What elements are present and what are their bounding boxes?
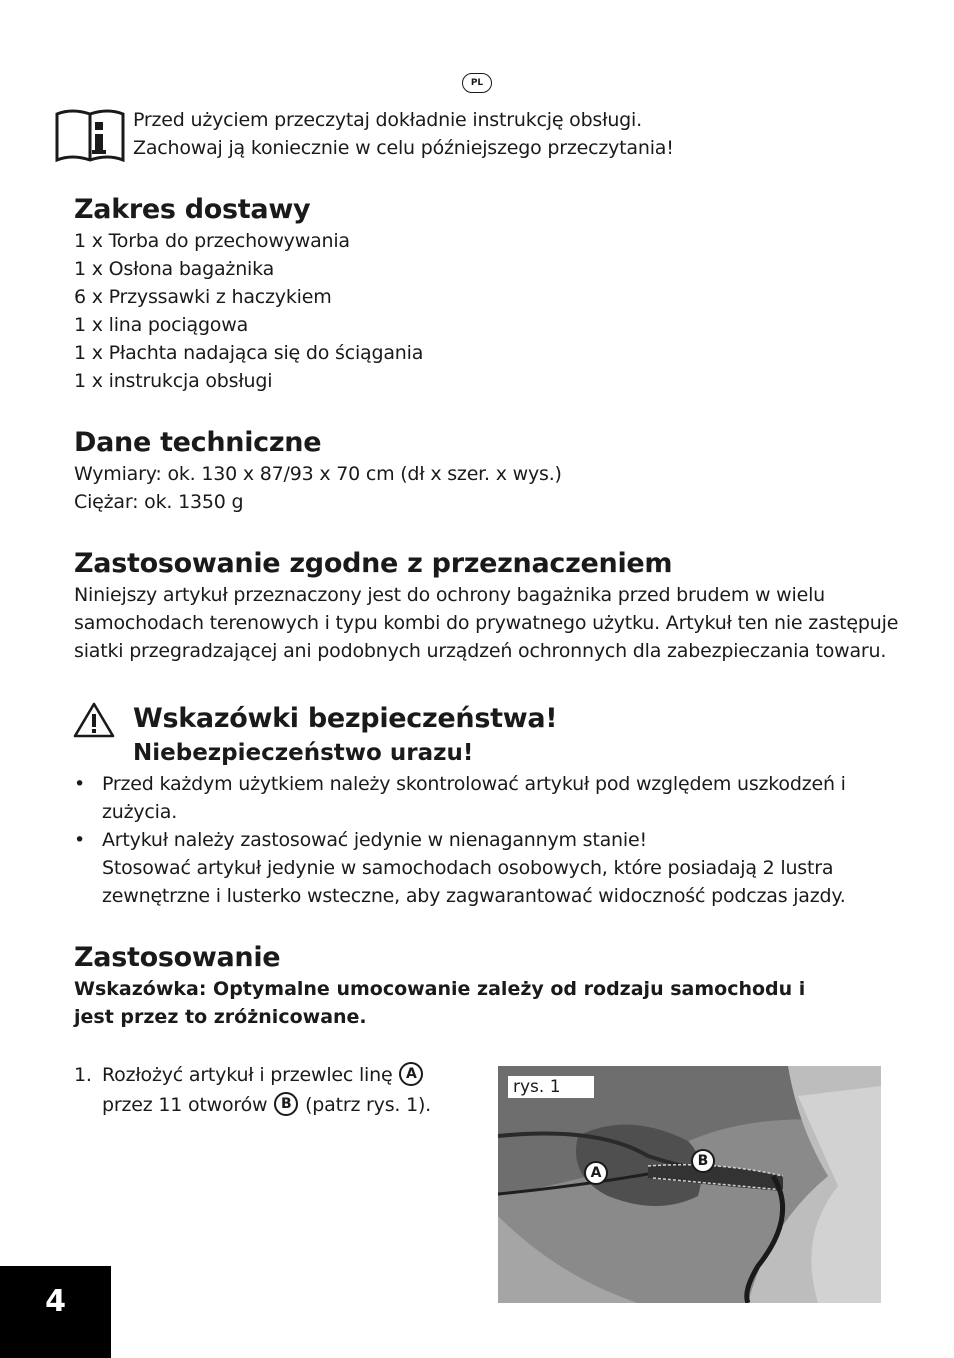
tech-dimensions: Wymiary: ok. 130 x 87/93 x 70 cm (dł x szer. x wys.) — [74, 463, 562, 485]
tech-weight: Ciężar: ok. 1350 g — [74, 491, 244, 513]
step-number: 1. — [74, 1064, 92, 1086]
safety-heading: Wskazówki bezpieczeństwa! — [133, 703, 558, 734]
delivery-item: 1 x Osłona bagażnika — [74, 258, 275, 280]
delivery-item: 1 x Torba do przechowywania — [74, 230, 350, 252]
step-text: (patrz rys. 1). — [305, 1094, 432, 1116]
safety-subheading: Niebezpieczeństwo urazu! — [133, 740, 474, 766]
delivery-item: 1 x Płachta nadająca się do ściągania — [74, 342, 424, 364]
delivery-heading: Zakres dostawy — [74, 194, 311, 225]
usage-note-line-2: jest przez to zróżnicowane. — [74, 1006, 367, 1028]
figure-marker-a-icon: A — [584, 1161, 608, 1185]
step-text: Rozłożyć artykuł i przewlec linę — [102, 1064, 393, 1086]
figure-photo — [498, 1066, 881, 1303]
intended-use-line: Niniejszy artykuł przeznaczony jest do ochrony bagażnika przed brudem w wielu — [74, 584, 825, 606]
warning-triangle-icon — [73, 702, 115, 738]
bullet-line: zużycia. — [102, 801, 178, 823]
intended-use-line: samochodach terenowych i typu kombi do prywatnego użytku. Artykuł ten nie zastępuje — [74, 612, 899, 634]
figure-illustration — [498, 1066, 881, 1303]
step-text: przez 11 otworów — [102, 1094, 268, 1116]
delivery-item: 1 x instrukcja obsługi — [74, 370, 273, 392]
info-book-icon — [54, 108, 126, 162]
bullet-dot: • — [74, 829, 86, 851]
language-badge: PL — [462, 73, 492, 93]
intended-use-heading: Zastosowanie zgodne z przeznaczeniem — [74, 548, 673, 579]
tech-heading: Dane techniczne — [74, 427, 322, 458]
bullet-line: Artykuł należy zastosować jedynie w nienagannym stanie! — [102, 829, 647, 851]
bullet-dot: • — [74, 773, 86, 795]
page-number: 4 — [0, 1266, 111, 1358]
bullet-line: zewnętrzne i lusterko wsteczne, aby zagwarantować widoczność podczas jazdy. — [102, 885, 846, 907]
bullet-line: Przed każdym użytkiem należy skontrolować artykuł pod względem uszkodzeń i — [102, 773, 846, 795]
intro-line-1: Przed użyciem przeczytaj dokładnie instrukcję obsługi. — [133, 109, 642, 131]
marker-a-icon: A — [399, 1062, 423, 1086]
intended-use-line: siatki przegradzającej ani podobnych urządzeń ochronnych dla zabezpieczania towaru. — [74, 640, 887, 662]
step-line-2 — [102, 1091, 482, 1119]
usage-note-line-1: Wskazówka: Optymalne umocowanie zależy od rodzaju samochodu i — [74, 978, 806, 1000]
delivery-item: 1 x lina pociągowa — [74, 314, 249, 336]
bullet-line: Stosować artykuł jedynie w samochodach osobowych, które posiadają 2 lustra — [102, 857, 834, 879]
usage-heading: Zastosowanie — [74, 942, 281, 973]
figure-marker-b-icon: B — [691, 1149, 715, 1173]
step-line-1 — [102, 1061, 482, 1089]
marker-b-icon: B — [274, 1092, 298, 1116]
intro-line-2: Zachowaj ją koniecznie w celu późniejszego przeczytania! — [133, 137, 674, 159]
delivery-item: 6 x Przyssawki z haczykiem — [74, 286, 332, 308]
figure-label: rys. 1 — [508, 1076, 594, 1098]
